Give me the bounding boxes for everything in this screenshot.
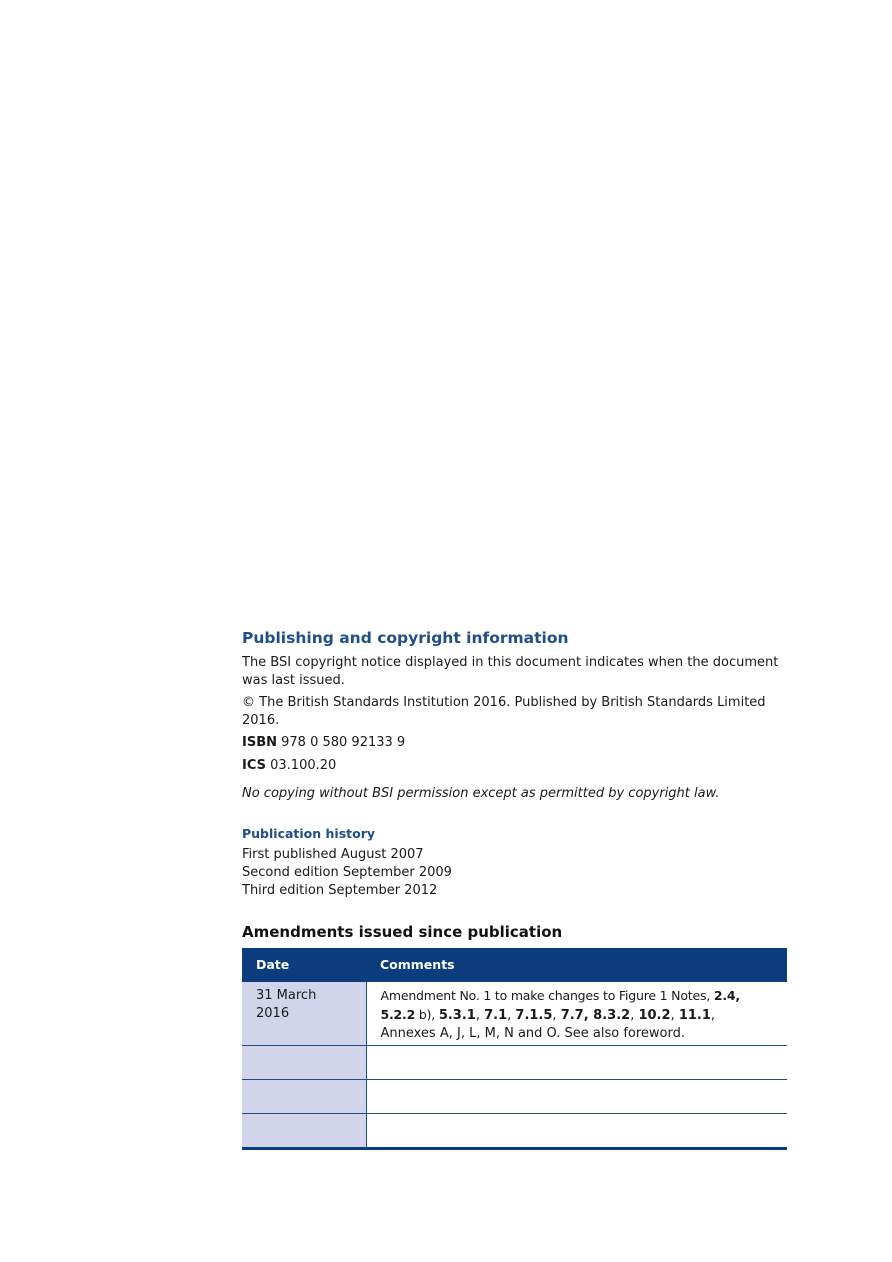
clause-ref: 7.7, 8.3.2	[560, 1007, 631, 1023]
copyright-line: © The British Standards Institution 2016. Published by British Standards Limited 2016.	[242, 695, 766, 728]
table-row	[242, 1045, 787, 1079]
amendments-title: Amendments issued since publication	[242, 922, 563, 941]
section-title: Publishing and copyright information	[242, 629, 569, 647]
date-cell	[242, 1045, 366, 1079]
date-cell: 31 March 2016	[242, 982, 366, 1046]
publication-history-title: Publication history	[242, 825, 376, 841]
isbn-value: 978 0 580 92133 9	[281, 735, 406, 750]
clause-ref: 5.3.1	[438, 1007, 476, 1023]
isbn-label: ISBN	[242, 735, 277, 750]
comment-fragment: ,	[475, 1007, 485, 1023]
table-header-row	[242, 948, 787, 982]
publishing-section	[242, 628, 787, 1150]
isbn-line	[242, 734, 787, 752]
comment-cell	[366, 1113, 787, 1148]
ics-line	[242, 757, 787, 775]
table-row	[242, 982, 787, 1046]
comment-fragment: ,	[630, 1007, 639, 1023]
clause-ref: 7.1	[484, 1007, 508, 1023]
date-cell	[242, 1079, 366, 1113]
amendments-table	[242, 948, 787, 1150]
comment-fragment: b),	[415, 1006, 439, 1022]
comment-fragment: ,	[507, 1007, 516, 1023]
history-line: First published August 2007	[242, 846, 424, 862]
date-column-header: Date	[242, 948, 366, 982]
comment-cell	[366, 1079, 787, 1113]
clause-ref: 10.2	[638, 1007, 671, 1023]
publication-history-list	[242, 846, 787, 900]
clause-ref: 7.1.5	[515, 1007, 553, 1023]
copyright-notice-text: The BSI copyright notice displayed in this document indicates when the document was last issued.	[242, 655, 779, 688]
comments-column-header: Comments	[366, 948, 787, 982]
clause-ref: 2.4, 5.2.2	[380, 987, 740, 1022]
comment-cell	[366, 982, 787, 1046]
date-cell	[242, 1113, 366, 1148]
ics-label: ICS	[242, 757, 266, 773]
comment-cell	[366, 1045, 787, 1079]
comment-fragment: ,	[552, 1007, 561, 1023]
history-line: Third edition September 2012	[242, 882, 438, 898]
clause-ref: 11.1	[678, 1007, 711, 1023]
comment-fragment: ,	[670, 1007, 679, 1023]
history-line: Second edition September 2009	[242, 864, 452, 880]
table-row	[242, 1113, 787, 1148]
table-row	[242, 1079, 787, 1113]
comment-fragment: , Annexes A, J, L, M, N and O. See also foreword.	[380, 1007, 716, 1041]
comment-fragment: Amendment No. 1 to make changes to Figure 1 Notes,	[380, 987, 714, 1003]
no-copying-notice: No copying without BSI permission except as permitted by copyright law.	[242, 786, 720, 801]
ics-value: 03.100.20	[270, 757, 337, 773]
